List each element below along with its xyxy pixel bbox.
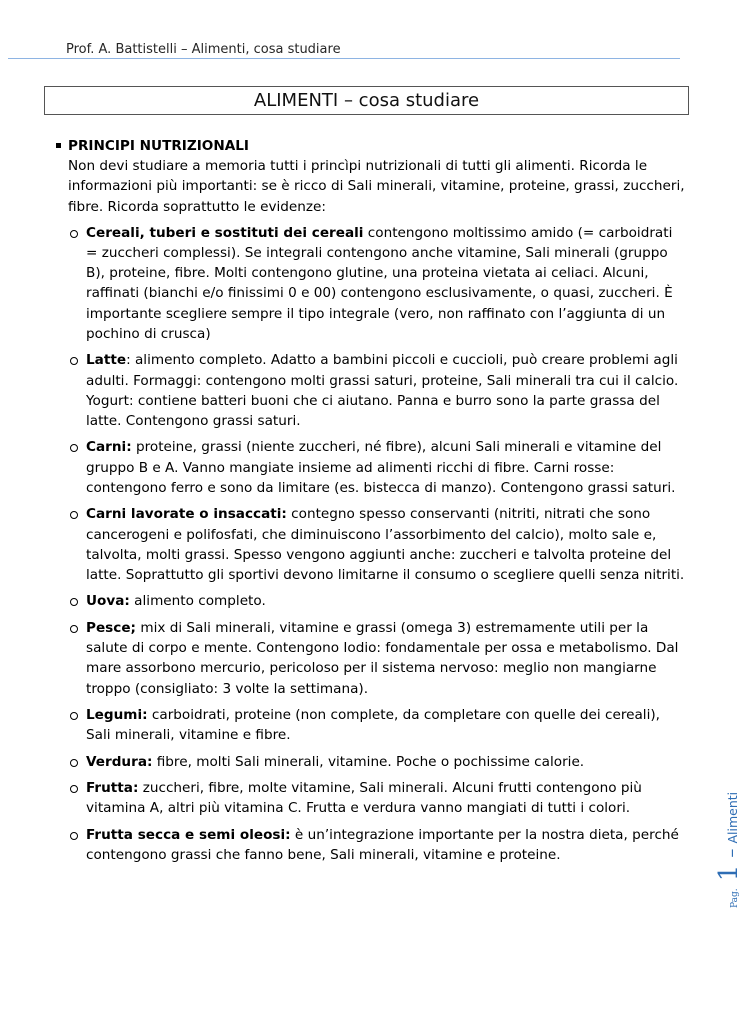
page-footer: [714, 792, 744, 908]
item-text: proteine, grassi (niente zuccheri, né fibre), alcuni Sali minerali e vitamine del gruppo B e A. Vanno mangiate insieme ad alimenti ricchi di fibre. Carni rosse: contengono ferro e sono da limitare (es. bistecca di manzo). Contengono grassi saturi.: [86, 439, 676, 496]
list-item: [56, 752, 686, 772]
circle-bullet-icon: [70, 598, 78, 606]
item-label: Latte: [86, 352, 127, 369]
item-text: alimento completo.: [129, 593, 266, 610]
circle-bullet-icon: [70, 785, 78, 793]
running-header: Prof. A. Battistelli – Alimenti, cosa studiare: [66, 42, 341, 57]
item-label: Pesce;: [86, 619, 136, 636]
circle-bullet-icon: [70, 625, 78, 633]
item-text: contengono moltissimo amido (= carboidrati = zuccheri complessi). Se integrali contengono anche vitamine, Sali minerali (gruppo B), proteine, fibre. Molti contengono glutine, una proteina vietata ai celiaci. Alcuni, raffinati (bianchi e/o finissimi 0 e 00) contengono esclusivamente, o quasi, zuccheri. È importante scegliere sempre il tipo integrale (vero, non raffinato con l’aggiunta di un pochino di crusca): [86, 224, 673, 342]
item-text: contegno spesso conservanti (nitriti, nitrati che sono cancerogeni e polifosfati, che diminuiscono l’assorbimento del calcio), molto sale e, talvolta, molti grassi. Spesso vengono aggiunti anche: zuccheri e talvolta proteine del latte. Soprattutto gli sportivi devono limitarne il consumo o scegliere quelli senza nitriti.: [86, 506, 685, 583]
circle-bullet-icon: [70, 832, 78, 840]
list-item: [56, 778, 686, 818]
list-item: [56, 223, 686, 344]
item-label: Frutta secca e semi oleosi:: [86, 826, 291, 843]
item-label: Carni:: [86, 439, 132, 456]
item-label: Uova:: [86, 593, 130, 610]
section-heading: [56, 136, 686, 156]
list-item: [56, 504, 686, 585]
circle-bullet-icon: [70, 511, 78, 519]
section-intro: Non devi studiare a memoria tutti i princìpi nutrizionali di tutti gli alimenti. Ricorda le informazioni più importanti: se è ricco di Sali minerali, vitamine, proteine, grassi, zuccheri, fibre. Ricorda soprattutto le evidenze:: [68, 158, 685, 215]
circle-bullet-icon: [70, 759, 78, 767]
footer-separator: –: [721, 848, 742, 858]
list-item: [56, 825, 686, 865]
circle-bullet-icon: [70, 444, 78, 452]
circle-bullet-icon: [70, 357, 78, 365]
circle-bullet-icon: [70, 712, 78, 720]
item-text: è un’integrazione importante per la nostra dieta, perché contengono grassi che fanno bene, Sali minerali, vitamine e proteine.: [86, 826, 679, 864]
item-label: Frutta:: [86, 780, 139, 797]
item-label: Cereali, tuberi e sostituti dei cereali: [86, 224, 364, 241]
food-list: [56, 223, 686, 866]
list-item: [56, 705, 686, 745]
item-text: mix di Sali minerali, vitamine e grassi (omega 3) estremamente utili per la salute di corpo e mente. Contengono Iodio: fondamentale per ossa e metabolismo. Dal mare assorbono mercurio, pericoloso per il sistema nervoso: meglio non mangiarne troppo (consigliato: 3 volte la settimana).: [86, 619, 679, 697]
document-body: [56, 136, 686, 872]
item-label: Verdura:: [86, 753, 153, 770]
square-bullet-icon: [56, 143, 61, 148]
page-label: Pag.: [730, 888, 740, 908]
item-label: Legumi:: [86, 707, 148, 724]
footer-section-name: Alimenti: [725, 791, 740, 844]
circle-bullet-icon: [70, 230, 78, 238]
item-text: : alimento completo. Adatto a bambini piccoli e cuccioli, può creare problemi agli adulti. Formaggi: contengono molti grassi saturi, proteine, Sali minerali tra cui il calcio. Yogurt: contiene batteri buoni che ci aiutano. Panna e burro sono la parte grassa del latte. Contengono grassi saturi.: [86, 352, 679, 429]
item-text: fibre, molti Sali minerali, vitamine. Poche o pochissime calorie.: [152, 753, 585, 770]
item-label: Carni lavorate o insaccati:: [86, 506, 287, 523]
header-divider: [8, 58, 680, 59]
item-text: zuccheri, fibre, molte vitamine, Sali minerali. Alcuni frutti contengono più vitamina A, altri più vitamina C. Frutta e verdura vanno mangiati di tutti i colori.: [86, 780, 642, 817]
page-title: ALIMENTI – cosa studiare: [44, 86, 689, 115]
list-item: [56, 437, 686, 498]
item-text: carboidrati, proteine (non complete, da completare con quelle dei cereali), Sali minerali, vitamine e fibre.: [86, 707, 660, 744]
section-title: PRINCIPI NUTRIZIONALI: [68, 138, 249, 154]
list-item: [56, 618, 686, 699]
list-item: [56, 591, 686, 611]
list-item: [56, 350, 686, 431]
page-number: 1: [714, 864, 744, 882]
